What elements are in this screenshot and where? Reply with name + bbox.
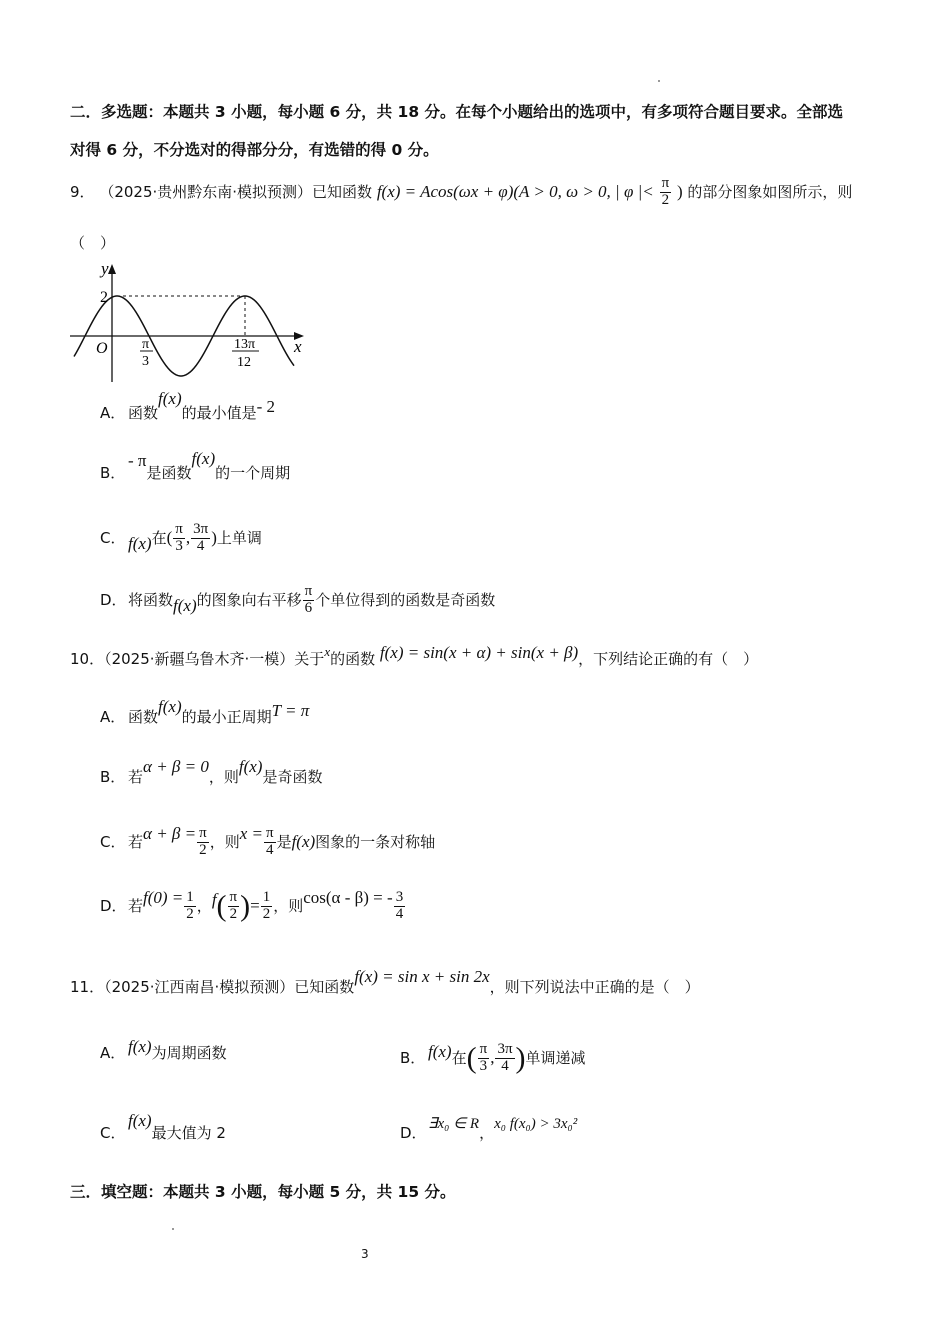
scan-dot — [658, 80, 660, 82]
q10-stem: 10．（2025·新疆乌鲁木齐·一模）关于x的函数 f(x) = sin(x + α) + sin(x + β)，下列结论正确的有（ ） — [70, 643, 759, 668]
scan-dot — [172, 1228, 174, 1230]
q9-number: 9． — [70, 182, 95, 201]
q9-blank: （ ） — [70, 234, 116, 252]
page-number: 3 — [361, 1247, 369, 1261]
q9-tail: 的部分图象如图所示，则 — [687, 182, 853, 201]
y-axis-arrow-icon — [108, 264, 116, 274]
q10-option-d[interactable]: D．若f(0) = $\frac{1}{2}$ ，f( $\frac{\pi}{2}$ )= $\frac{1}{2}$ ，则cos(α - β) = - $\frac{3}{4}$ — [100, 887, 404, 923]
x-label: x — [294, 337, 302, 356]
q10-option-b[interactable]: B． 若α + β = 0，则f(x)是奇函数 — [100, 757, 323, 786]
q9-option-c[interactable]: C． f(x)在( $\frac{\pi}{3}$ , $\frac{3\pi}{4}$ )上单调 — [100, 521, 262, 554]
q9-graph — [64, 258, 314, 388]
q11-option-a[interactable]: A． f(x)为周期函数 — [100, 1037, 227, 1062]
tick1-den: 3 — [142, 354, 149, 369]
q9-frac: $\frac{\pi}{2}$ — [661, 175, 670, 208]
q11-formula: f(x) = sin x + sin 2x — [354, 967, 490, 986]
q11-option-d[interactable]: D．∃x₀ ∈ R，x₀ f(x₀) > 3x₀² — [400, 1116, 578, 1142]
section2-heading-line1: 二．多选题：本题共 3 小题，每小题 6 分，共 18 分。在每个小题给出的选项中，有多项符合题目要求。全部选 — [70, 103, 844, 121]
max-label: 2 — [100, 289, 108, 306]
section3-heading: 三．填空题：本题共 3 小题，每小题 5 分，共 15 分。 — [70, 1183, 456, 1201]
q9-formula: f(x) = Acos(ωx + φ)(A > 0, ω > 0, | φ |< — [376, 181, 654, 201]
q11-option-b[interactable]: B． f(x)在( $\frac{\pi}{3}$ , $\frac{3\pi}{4}$ )单调递减 — [400, 1041, 586, 1075]
q9-close: ) — [676, 181, 683, 201]
q10-option-c[interactable]: C． 若α + β = $\frac{\pi}{2}$ ，则x = $\frac{\pi}{4}$ 是f(x)图象的一条对称轴 — [100, 823, 436, 858]
tick2-den: 12 — [237, 355, 251, 370]
q9-option-b[interactable]: B．- π是函数f(x)的一个周期 — [100, 449, 291, 482]
q9-option-d[interactable]: D．将函数f(x)的图象向右平移 $\frac{\pi}{6}$ 个单位得到的函数是奇函数 — [100, 583, 496, 616]
q10-formula: f(x) = sin(x + α) + sin(x + β) — [379, 643, 579, 662]
q9-source: （2025·贵州黔东南·模拟预测）已知函数 — [99, 182, 373, 201]
q11-option-c[interactable]: C．f(x)最大值为 2 — [100, 1111, 226, 1142]
q9-stem — [70, 176, 852, 209]
q10-option-a[interactable]: A． 函数f(x)的最小正周期T = π — [100, 697, 310, 726]
q9-option-a[interactable]: A． 函数f(x)的最小值是- 2 — [100, 389, 276, 422]
q11-stem: 11．（2025·江西南昌·模拟预测）已知函数f(x) = sin x + sin 2x，则下列说法中正确的是（ ） — [70, 967, 700, 996]
origin-label: O — [96, 340, 108, 357]
section2-heading-line2: 对得 6 分，不分选对的得部分分，有选错的得 0 分。 — [70, 141, 439, 159]
y-label: y — [101, 259, 109, 278]
tick1-num: π — [142, 337, 150, 352]
tick2-num: 13π — [234, 337, 256, 352]
